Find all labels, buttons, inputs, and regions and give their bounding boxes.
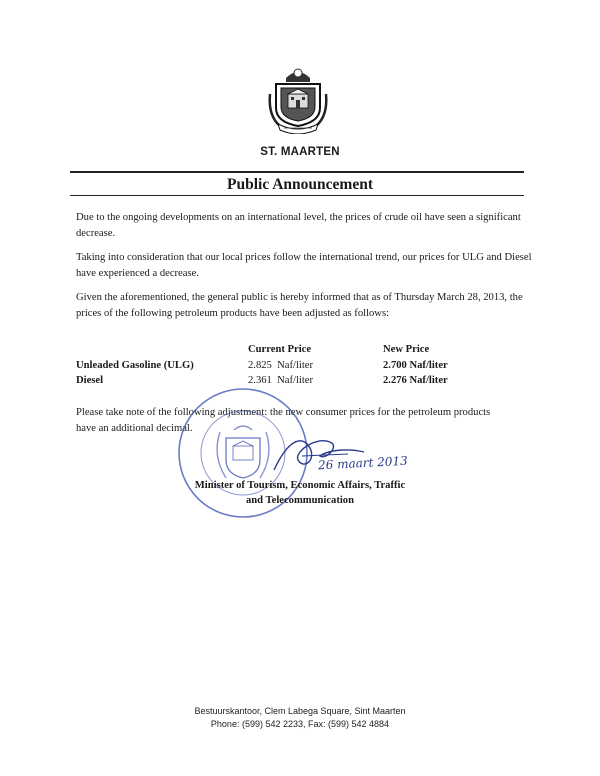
coat-of-arms-icon <box>266 64 330 134</box>
footer-address: Bestuurskantoor, Clem Labega Square, Sint Maarten <box>194 706 406 716</box>
paragraph-3: Given the aforementioned, the general public is hereby informed that as of Thursday March 28, 2013, the prices of the following petroleum products have been adjusted as follows: <box>76 292 523 319</box>
page-title: Public Announcement <box>227 176 373 193</box>
title-rule-bottom <box>70 195 524 196</box>
note-paragraph: Please take note of the following adjustment: the new consumer prices for the petroleum products have an additional decimal. <box>76 407 491 434</box>
footer-phone: Phone: (599) 542 2233, Fax: (599) 542 4884 <box>210 719 390 729</box>
title-rule-top <box>70 171 524 173</box>
row-diesel-current: 2.361 Naf/liter <box>248 375 314 386</box>
minister-title-line-2: and Telecommunication <box>245 495 354 506</box>
row-diesel-new: 2.276 Naf/liter <box>383 375 448 386</box>
header-new-price: New Price <box>383 344 430 355</box>
row-ulg-product: Unleaded Gasoline (ULG) <box>76 360 194 371</box>
paragraph-1: Due to the ongoing developments on an international level, the prices of crude oil have seen a significant decrease. <box>76 212 521 239</box>
header-current-price: Current Price <box>248 344 312 355</box>
row-ulg-new: 2.700 Naf/liter <box>383 360 448 371</box>
handwritten-date: 26 maart 2013 <box>317 453 408 473</box>
country-name: ST. MAARTEN <box>260 146 340 158</box>
paragraph-2: Taking into consideration that our local prices follow the international trend, our prices for ULG and Diesel have experienced a decrease. <box>76 252 532 279</box>
row-ulg-current: 2.825 Naf/liter <box>248 360 314 371</box>
minister-title-line-1: Minister of Tourism, Economic Affairs, Traffic <box>194 480 406 491</box>
row-diesel-product: Diesel <box>76 375 104 386</box>
